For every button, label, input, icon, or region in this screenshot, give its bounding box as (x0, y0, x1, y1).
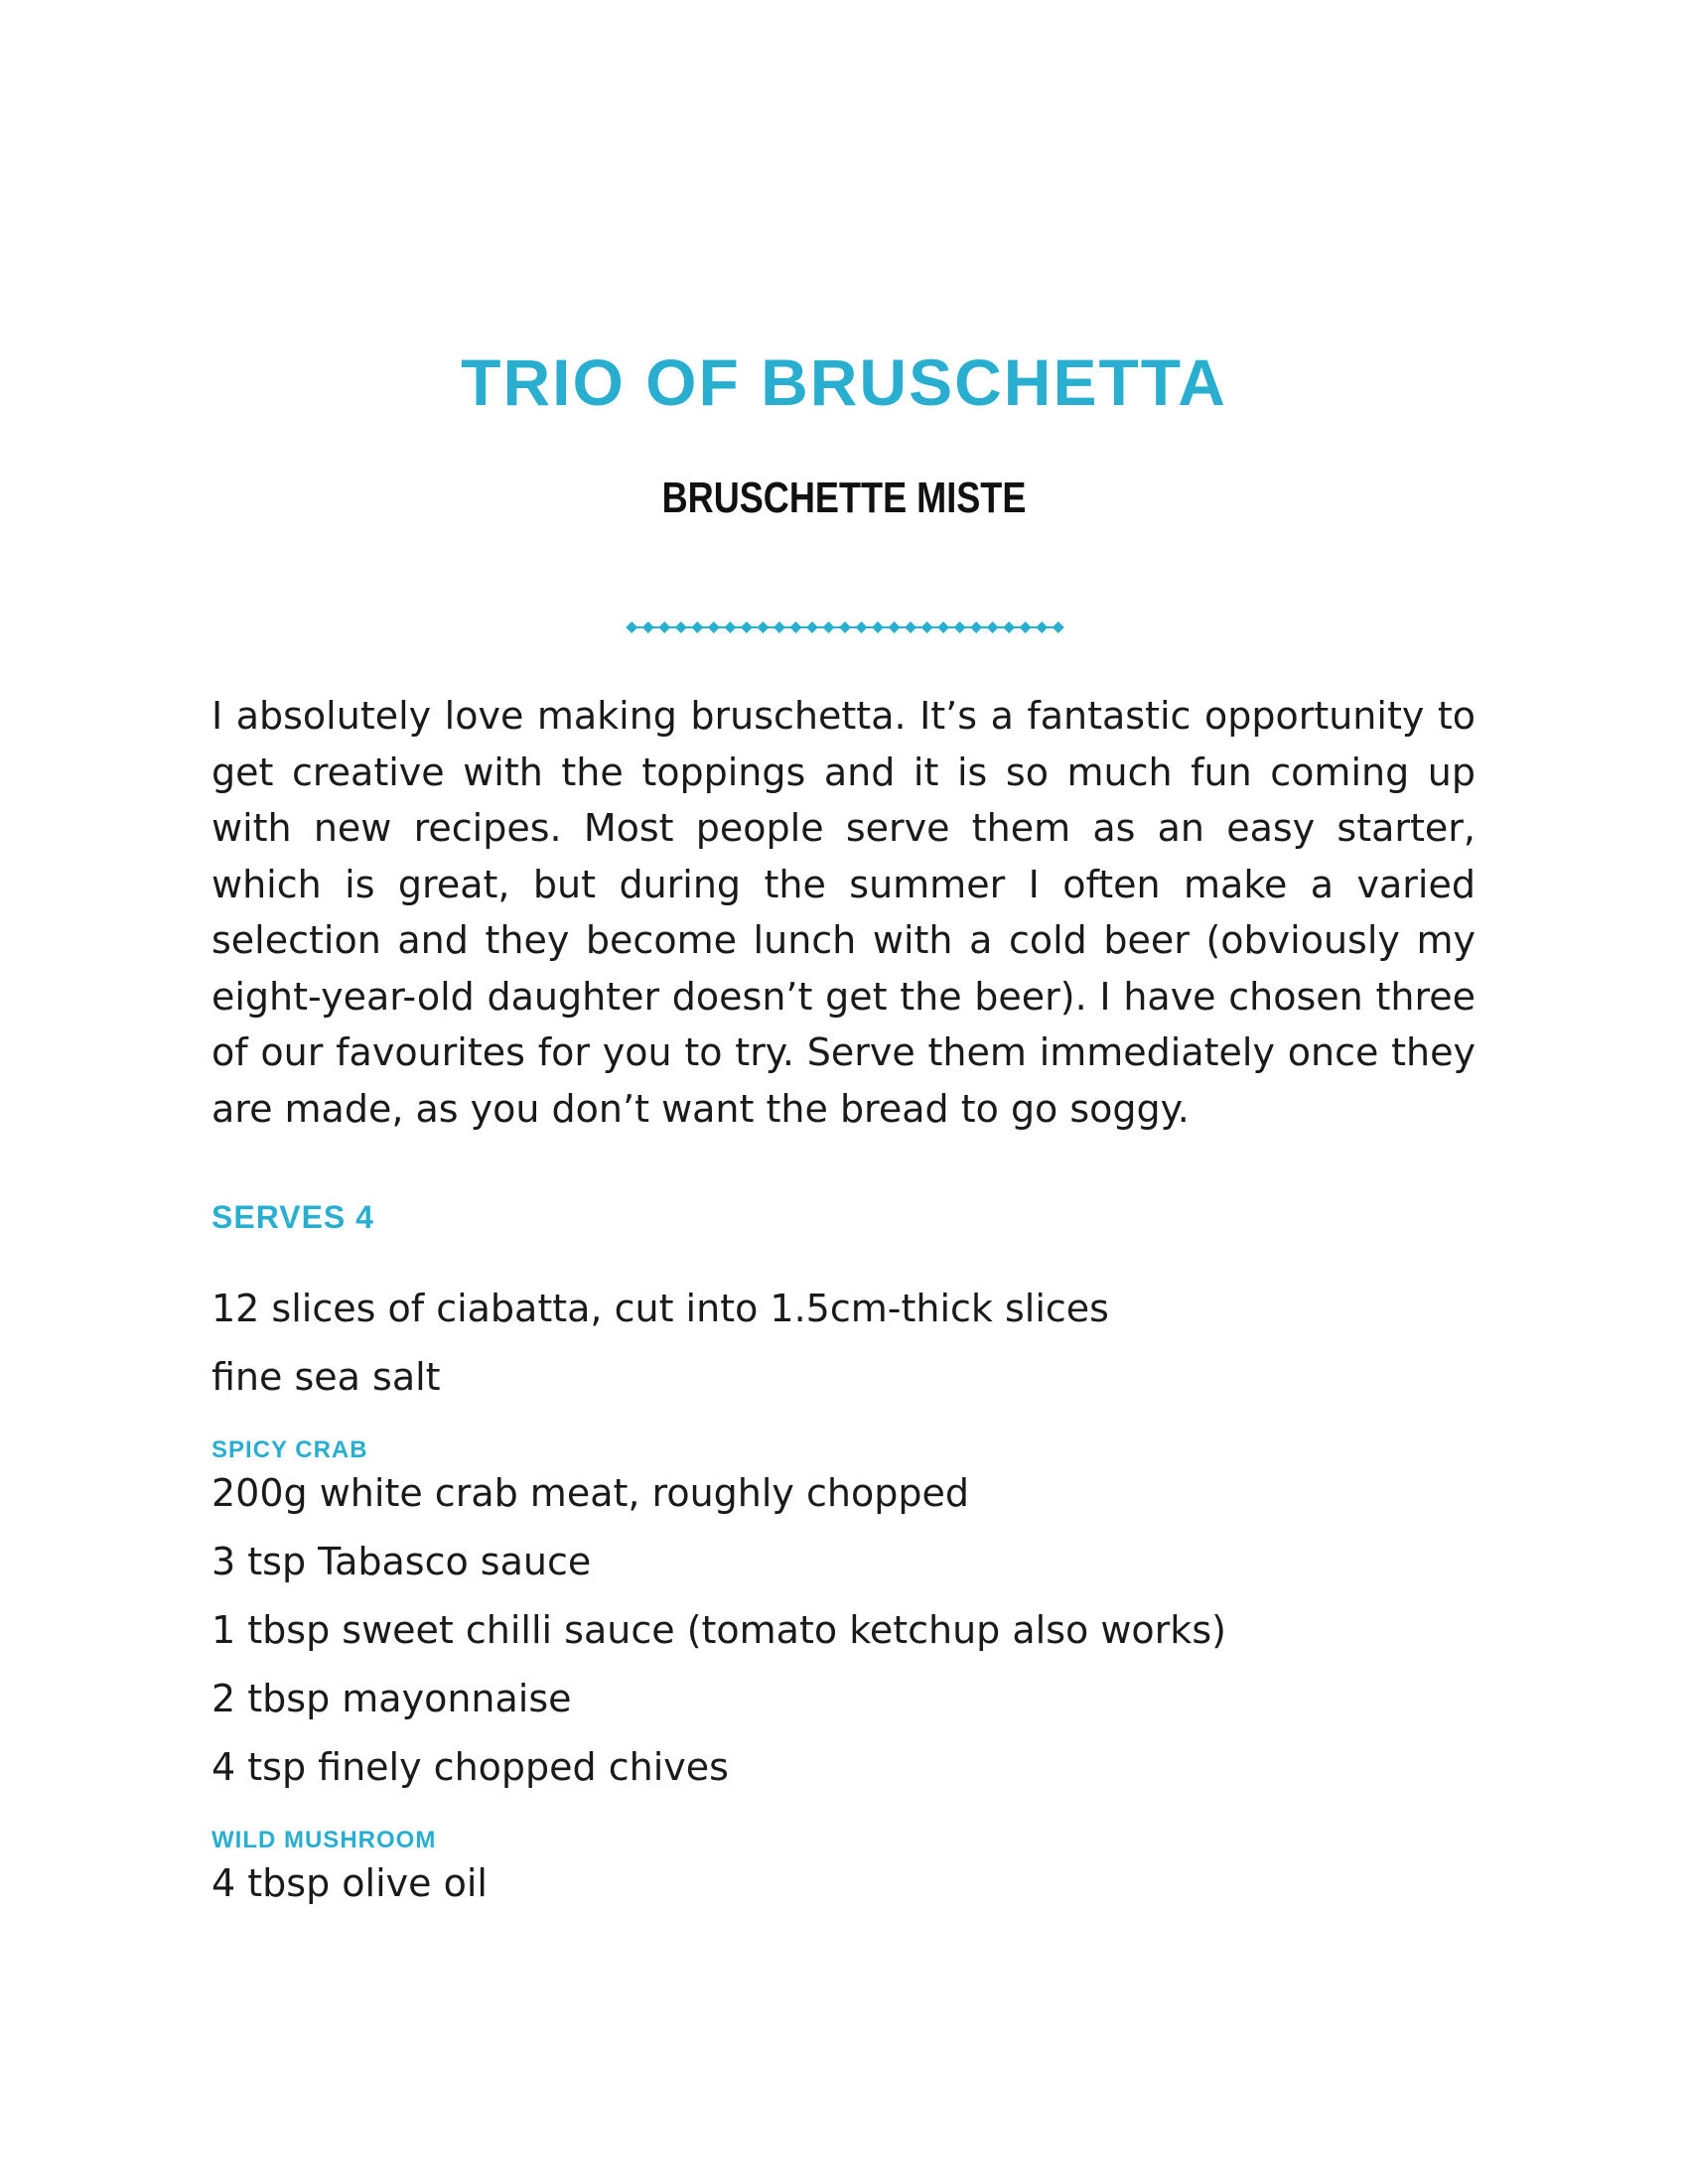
diamond-ornament (806, 621, 818, 633)
diamond-ornament (789, 621, 801, 633)
diamond-ornament (954, 621, 966, 633)
ingredient-item: fine sea salt (211, 1355, 441, 1399)
diamond-ornament (921, 621, 933, 633)
diamond-ornament (987, 621, 999, 633)
diamond-ornament (872, 621, 884, 633)
diamond-ornament (1053, 621, 1064, 633)
diamond-ornament (708, 621, 720, 633)
diamond-ornament (741, 621, 753, 633)
ingredient-item: 2 tbsp mayonnaise (211, 1677, 572, 1720)
diamond-ornament (757, 621, 769, 633)
diamond-divider (624, 615, 1066, 639)
ingredient-item: 1 tbsp sweet chilli sauce (tomato ketchup also works) (211, 1608, 1226, 1652)
diamond-ornament (970, 621, 982, 633)
diamond-ornament (1003, 621, 1015, 633)
ingredient-item: 4 tsp finely chopped chives (211, 1745, 729, 1789)
recipe-title: TRIO OF BRUSCHETTA (461, 345, 1227, 419)
diamond-ornament (774, 621, 785, 633)
diamond-ornament (1036, 621, 1048, 633)
ingredient-item: 200g white crab meat, roughly chopped (211, 1471, 969, 1515)
diamond-ornament (642, 621, 654, 633)
diamond-ornament (822, 621, 834, 633)
diamond-ornament (937, 621, 949, 633)
ingredient-item: 3 tsp Tabasco sauce (211, 1540, 592, 1583)
serves-label: SERVES 4 (211, 1199, 374, 1235)
diamond-ornament (889, 621, 901, 633)
ingredient-item: 4 tbsp olive oil (211, 1861, 488, 1905)
diamond-ornament (839, 621, 851, 633)
diamond-ornament (675, 621, 687, 633)
section-heading-spicy-crab: SPICY CRAB (211, 1436, 368, 1463)
diamond-ornament (724, 621, 736, 633)
diamond-ornament (658, 621, 670, 633)
diamond-ornament (1020, 621, 1032, 633)
section-heading-wild-mushroom: WILD MUSHROOM (211, 1827, 437, 1853)
diamond-ornament (856, 621, 868, 633)
ingredient-item: 12 slices of ciabatta, cut into 1.5cm-thick slices (211, 1287, 1109, 1330)
intro-paragraph: I absolutely love making bruschetta. It’s a fantastic opportunity to get creative with the toppings and it is so much fun coming up with new recipes. Most people serve them as an easy starter, which is great, but during the summer I often make a varied selection and they become lunch with a cold beer (obviously my eight-year-old daughter doesn’t get the beer). I have chosen three of our favourites for you to try. Serve them immediately once they are made, as you don’t want the bread to go soggy. (211, 694, 1476, 1131)
diamond-ornament (691, 621, 703, 633)
ingredient-list (211, 1285, 1476, 1928)
diamond-ornament (626, 621, 637, 633)
diamond-ornament (905, 621, 916, 633)
recipe-subtitle: BRUSCHETTE MISTE (661, 474, 1027, 522)
